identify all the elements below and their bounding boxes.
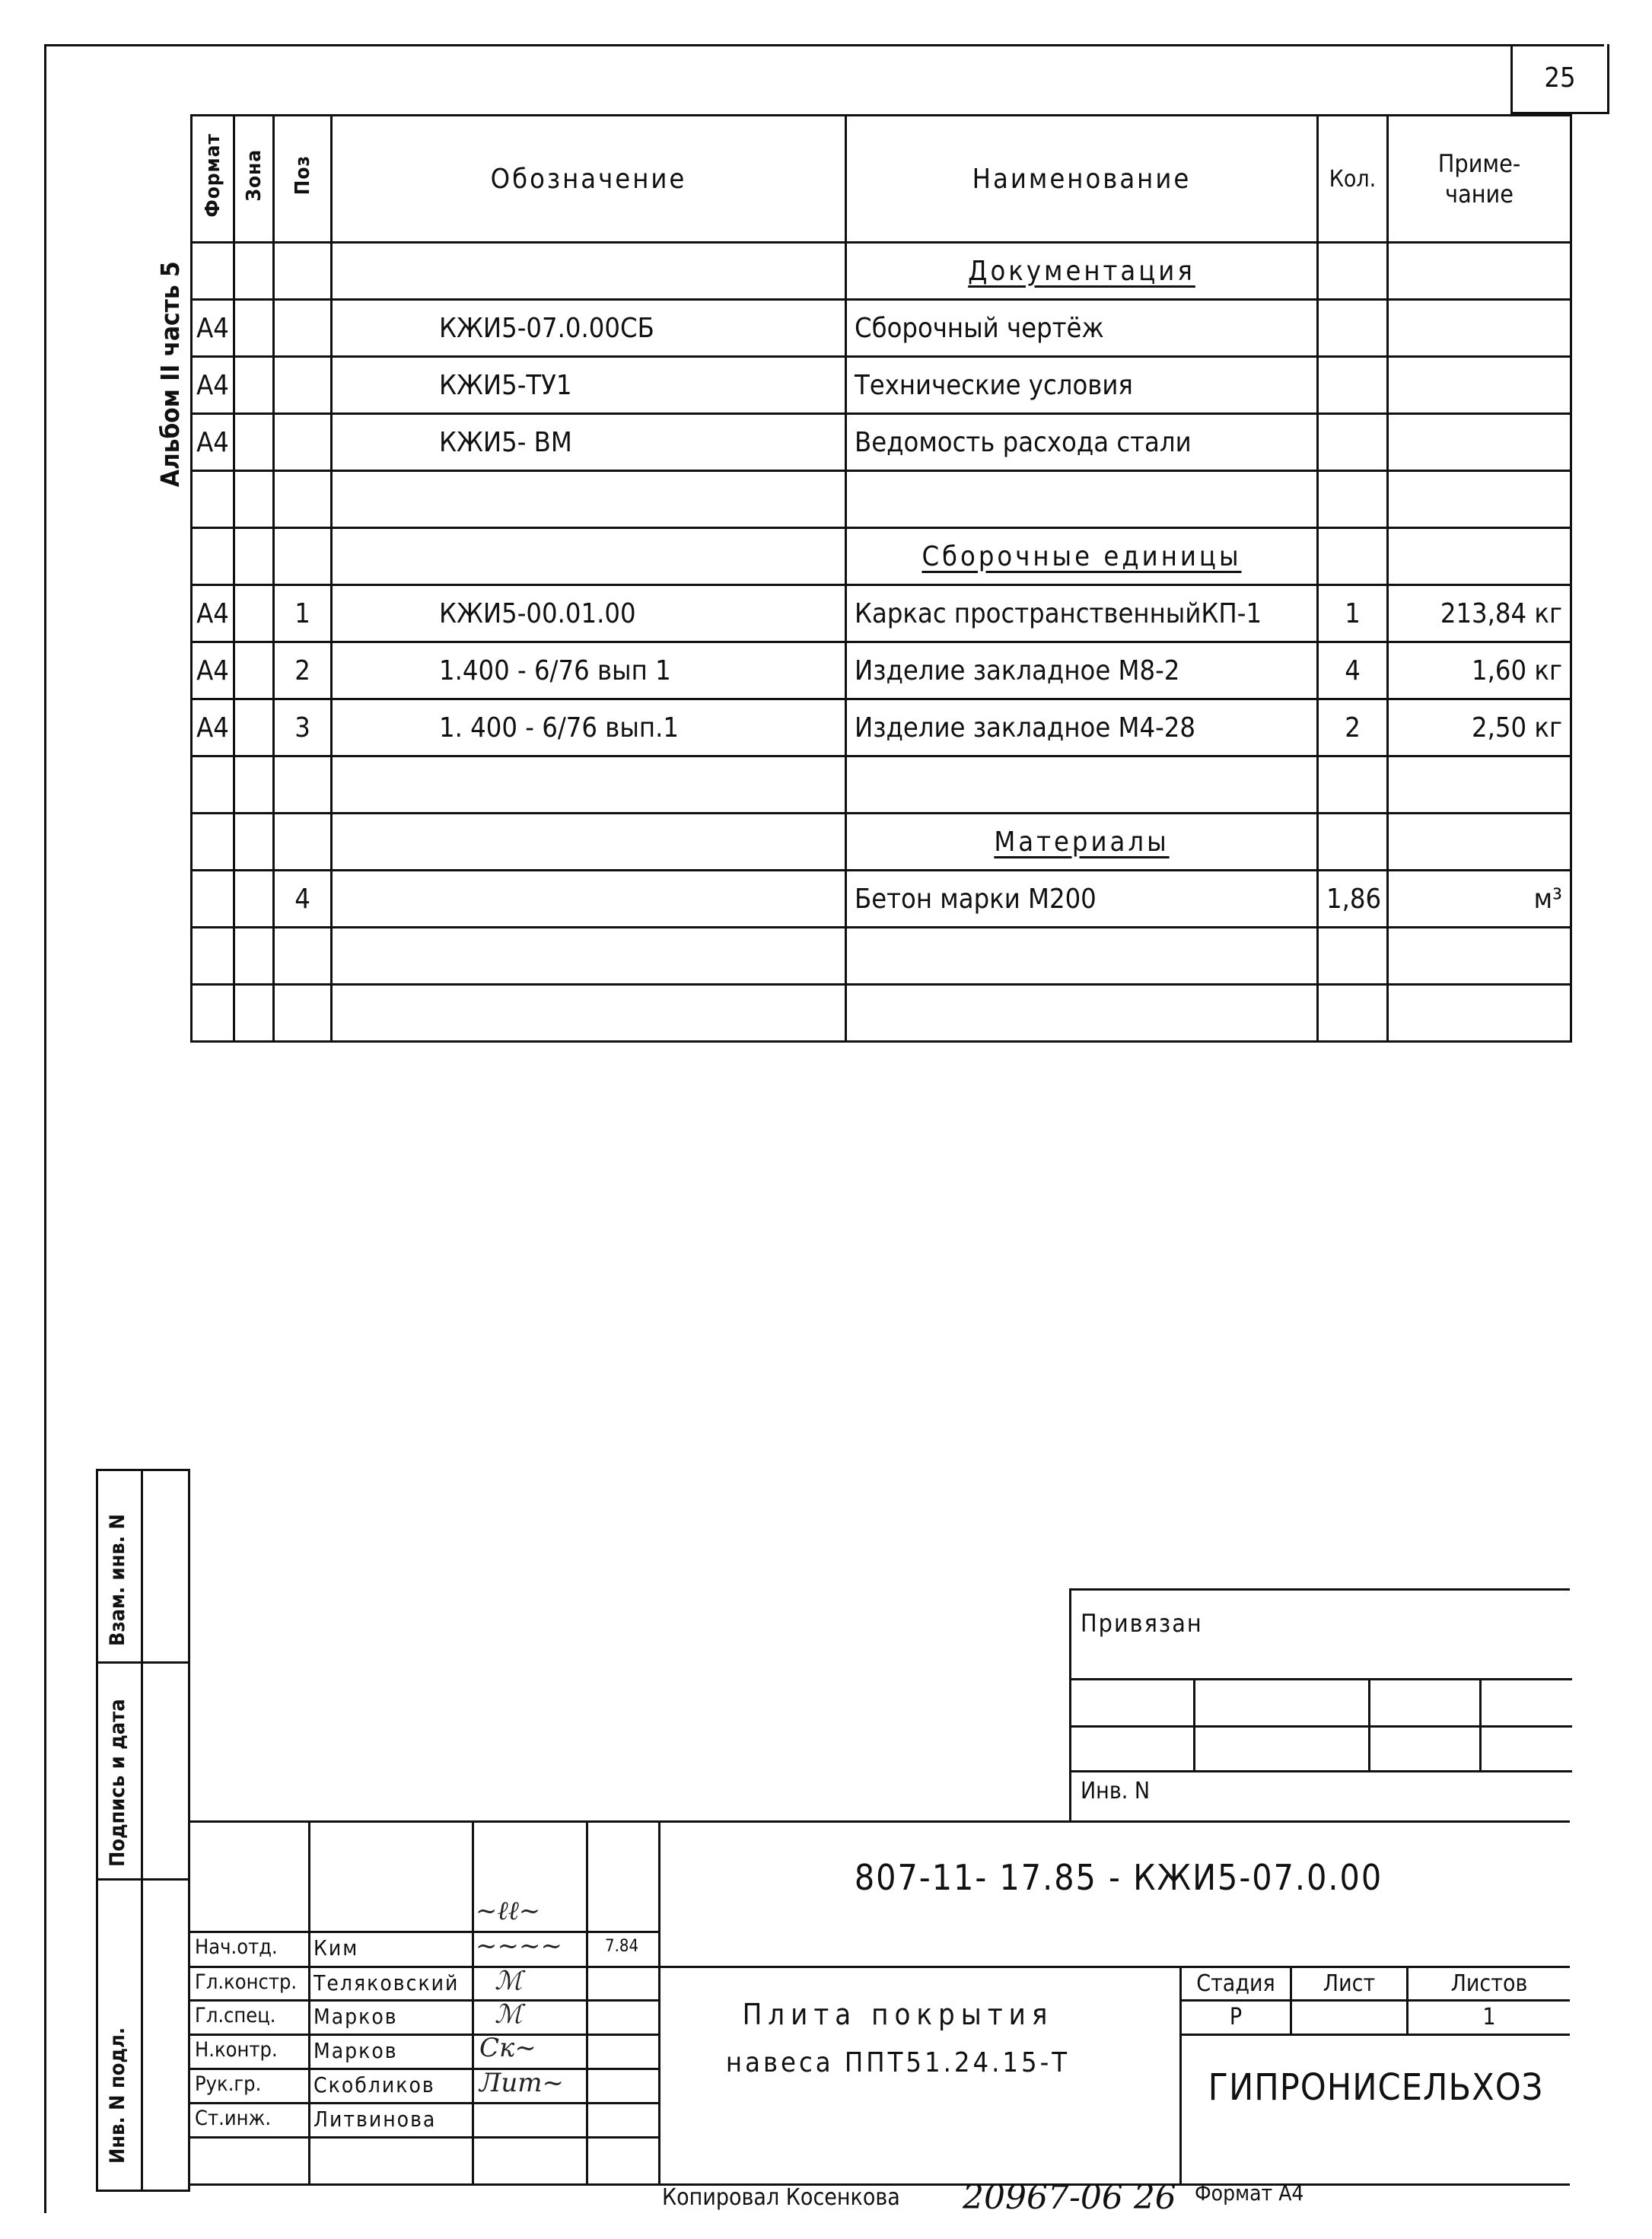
row-zone bbox=[234, 414, 274, 471]
row-note: 2,50 кг bbox=[1388, 699, 1571, 756]
table-row bbox=[192, 985, 1571, 1042]
row-name: Изделие закладное М8-2 bbox=[846, 642, 1318, 699]
row-designation bbox=[332, 528, 846, 585]
header-designation: Обозначение bbox=[332, 116, 846, 243]
copied-by: Копировал Косенкова bbox=[662, 2184, 900, 2211]
organization: ГИПРОНИСЕЛЬХОЗ bbox=[1208, 2066, 1544, 2109]
row-name: Технические условия bbox=[846, 357, 1318, 414]
row-pos bbox=[274, 985, 332, 1042]
row-name: Изделие закладное М4-28 bbox=[846, 699, 1318, 756]
side-vzam: Взам. инв. N bbox=[106, 1514, 129, 1646]
table-header bbox=[192, 116, 1571, 243]
row-note bbox=[1388, 300, 1571, 357]
row-designation: КЖИ5-00.01.00 bbox=[332, 585, 846, 642]
specification-table bbox=[190, 114, 1572, 1043]
row-zone bbox=[234, 928, 274, 985]
sheet-label: Лист bbox=[1323, 1970, 1376, 1997]
row-qty bbox=[1318, 985, 1388, 1042]
row-format bbox=[192, 814, 234, 871]
row-name: Сборочные единицы bbox=[846, 528, 1318, 585]
row-note bbox=[1388, 928, 1571, 985]
row-zone bbox=[234, 985, 274, 1042]
row-note bbox=[1388, 814, 1571, 871]
row-pos: 3 bbox=[274, 699, 332, 756]
row-note bbox=[1388, 985, 1571, 1042]
row-zone bbox=[234, 871, 274, 928]
row-designation: 1.400 - 6/76 вып 1 bbox=[332, 642, 846, 699]
binding-inv: Инв. N bbox=[1081, 1778, 1151, 1804]
row-pos bbox=[274, 357, 332, 414]
staff-name: Ким bbox=[314, 1935, 359, 1960]
row-note: 1,60 кг bbox=[1388, 642, 1571, 699]
row-format: А4 bbox=[192, 585, 234, 642]
table-row bbox=[192, 414, 1571, 471]
row-designation bbox=[332, 243, 846, 300]
signature-date: 7.84 bbox=[605, 1937, 639, 1956]
row-name bbox=[846, 985, 1318, 1042]
title-block bbox=[190, 1820, 1570, 2186]
page-number: 25 bbox=[1510, 44, 1609, 114]
table-row bbox=[192, 928, 1571, 985]
row-name: Бетон марки М200 bbox=[846, 871, 1318, 928]
staff-role: Рук.гр. bbox=[195, 2072, 262, 2096]
row-format bbox=[192, 243, 234, 300]
row-note bbox=[1388, 414, 1571, 471]
header-note: Приме- чание bbox=[1388, 116, 1571, 243]
row-qty bbox=[1318, 528, 1388, 585]
staff-name: Марков bbox=[314, 2038, 398, 2063]
row-note bbox=[1388, 471, 1571, 528]
table-row bbox=[192, 814, 1571, 871]
row-zone bbox=[234, 471, 274, 528]
row-name: Материалы bbox=[846, 814, 1318, 871]
row-name: Каркас пространственныйКП-1 bbox=[846, 585, 1318, 642]
row-qty bbox=[1318, 928, 1388, 985]
staff-name: Литвинова bbox=[314, 2107, 437, 2132]
row-note bbox=[1388, 357, 1571, 414]
row-pos: 4 bbox=[274, 871, 332, 928]
staff-role: Нач.отд. bbox=[195, 1935, 278, 1959]
row-designation: КЖИ5-07.0.00СБ bbox=[332, 300, 846, 357]
row-name bbox=[846, 756, 1318, 814]
row-qty bbox=[1318, 414, 1388, 471]
row-name bbox=[846, 471, 1318, 528]
row-name bbox=[846, 928, 1318, 985]
table-row bbox=[192, 357, 1571, 414]
table-row bbox=[192, 871, 1571, 928]
row-format bbox=[192, 928, 234, 985]
side-stamp bbox=[96, 1469, 190, 2192]
row-pos bbox=[274, 756, 332, 814]
signature-markov-1: ℳ bbox=[495, 1966, 523, 1996]
row-designation bbox=[332, 871, 846, 928]
sheets-value: 1 bbox=[1482, 2004, 1496, 2030]
stage-value: Р bbox=[1229, 2004, 1243, 2030]
row-format bbox=[192, 871, 234, 928]
row-zone bbox=[234, 585, 274, 642]
header-pos: Поз bbox=[291, 155, 314, 196]
stage-label: Стадия bbox=[1196, 1970, 1275, 1997]
row-qty: 1 bbox=[1318, 585, 1388, 642]
row-designation bbox=[332, 756, 846, 814]
document-title-1: Плита покрытия bbox=[742, 1998, 1054, 2031]
row-format bbox=[192, 756, 234, 814]
row-qty: 1,86 bbox=[1318, 871, 1388, 928]
sheets-label: Листов bbox=[1450, 1970, 1528, 1997]
row-pos: 1 bbox=[274, 585, 332, 642]
row-designation: КЖИ5- ВМ bbox=[332, 414, 846, 471]
row-qty bbox=[1318, 357, 1388, 414]
side-podpis: Подпись и дата bbox=[106, 1699, 129, 1867]
signature-kim: ~ℓℓ~ bbox=[476, 1896, 541, 1926]
row-format: А4 bbox=[192, 699, 234, 756]
signature-litvinova: Лит~ bbox=[479, 2068, 564, 2098]
row-zone bbox=[234, 528, 274, 585]
signature-markov-2: ℳ bbox=[495, 1999, 523, 2030]
row-pos bbox=[274, 414, 332, 471]
row-zone bbox=[234, 642, 274, 699]
row-name: Сборочный чертёж bbox=[846, 300, 1318, 357]
table-row bbox=[192, 471, 1571, 528]
row-note: м³ bbox=[1388, 871, 1571, 928]
row-pos bbox=[274, 471, 332, 528]
row-format: А4 bbox=[192, 300, 234, 357]
row-format: А4 bbox=[192, 642, 234, 699]
row-designation bbox=[332, 814, 846, 871]
header-qty: Кол. bbox=[1318, 116, 1388, 243]
staff-name: Марков bbox=[314, 2004, 398, 2029]
row-note bbox=[1388, 528, 1571, 585]
row-format: А4 bbox=[192, 414, 234, 471]
table-row bbox=[192, 243, 1571, 300]
row-qty bbox=[1318, 243, 1388, 300]
row-format bbox=[192, 528, 234, 585]
row-pos bbox=[274, 528, 332, 585]
header-format: Формат bbox=[201, 133, 224, 218]
row-zone bbox=[234, 243, 274, 300]
row-qty: 4 bbox=[1318, 642, 1388, 699]
binding-block bbox=[1069, 1588, 1570, 1820]
row-designation bbox=[332, 471, 846, 528]
row-pos bbox=[274, 814, 332, 871]
row-qty bbox=[1318, 471, 1388, 528]
row-zone bbox=[234, 357, 274, 414]
row-pos bbox=[274, 928, 332, 985]
row-format: А4 bbox=[192, 357, 234, 414]
document-code: 807-11- 17.85 - КЖИ5-07.0.00 bbox=[854, 1857, 1383, 1898]
staff-name: Скобликов bbox=[314, 2072, 435, 2097]
row-pos bbox=[274, 243, 332, 300]
header-zone: Зона bbox=[242, 149, 266, 202]
row-format bbox=[192, 985, 234, 1042]
header-name: Наименование bbox=[846, 116, 1318, 243]
table-row bbox=[192, 585, 1571, 642]
row-zone bbox=[234, 814, 274, 871]
row-note bbox=[1388, 243, 1571, 300]
row-zone bbox=[234, 756, 274, 814]
signature-skoblikov: Ск~ bbox=[479, 2033, 536, 2063]
row-pos: 2 bbox=[274, 642, 332, 699]
row-qty bbox=[1318, 300, 1388, 357]
staff-name: Теляковский bbox=[314, 1970, 460, 1995]
document-title-2: навеса ППТ51.24.15-Т bbox=[725, 2047, 1071, 2078]
row-qty bbox=[1318, 814, 1388, 871]
row-qty: 2 bbox=[1318, 699, 1388, 756]
row-note: 213,84 кг bbox=[1388, 585, 1571, 642]
table-row bbox=[192, 756, 1571, 814]
row-format bbox=[192, 471, 234, 528]
side-inv-podl: Инв. N подл. bbox=[106, 2027, 129, 2164]
row-designation: КЖИ5-ТУ1 bbox=[332, 357, 846, 414]
album-label: Альбом II часть 5 bbox=[155, 261, 185, 487]
format-label: Формат А4 bbox=[1195, 2180, 1304, 2206]
row-designation bbox=[332, 928, 846, 985]
row-designation: 1. 400 - 6/76 вып.1 bbox=[332, 699, 846, 756]
row-designation bbox=[332, 985, 846, 1042]
row-note bbox=[1388, 756, 1571, 814]
table-row bbox=[192, 300, 1571, 357]
row-name: Документация bbox=[846, 243, 1318, 300]
staff-role: Ст.инж. bbox=[195, 2107, 272, 2130]
table-row bbox=[192, 642, 1571, 699]
staff-role: Гл.спец. bbox=[195, 2004, 276, 2027]
staff-role: Гл.констр. bbox=[195, 1970, 298, 1994]
signature-telyakovsky: ~~~~ bbox=[476, 1931, 562, 1961]
binding-label: Привязан bbox=[1081, 1609, 1203, 1638]
archive-number: 20967-06 26 bbox=[963, 2178, 1176, 2217]
table-row bbox=[192, 699, 1571, 756]
table-row bbox=[192, 528, 1571, 585]
row-name: Ведомость расхода стали bbox=[846, 414, 1318, 471]
row-qty bbox=[1318, 756, 1388, 814]
staff-role: Н.контр. bbox=[195, 2038, 278, 2062]
row-zone bbox=[234, 300, 274, 357]
row-zone bbox=[234, 699, 274, 756]
row-pos bbox=[274, 300, 332, 357]
